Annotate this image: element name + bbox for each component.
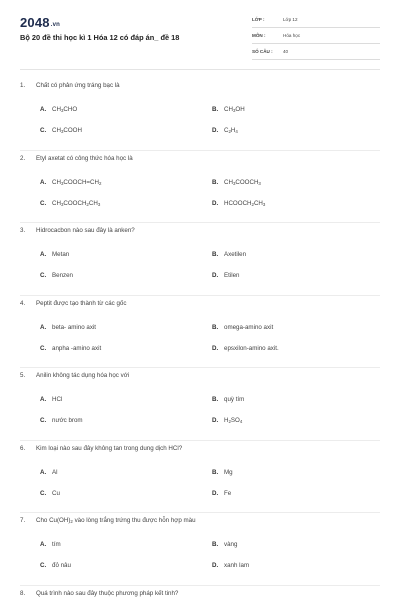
option-text: $HCOOCH_2CH_3$ [224, 199, 266, 207]
option-letter: A. [40, 323, 47, 331]
question-text [20, 227, 135, 234]
answer-option-d[interactable] [212, 490, 231, 497]
answer-option-d[interactable] [212, 272, 239, 279]
question-4 [0, 296, 400, 369]
meta-row-subject [252, 30, 380, 44]
question-number: 6. [20, 444, 26, 452]
question-8 [0, 586, 400, 616]
question-list [0, 78, 400, 616]
answer-option-a[interactable] [40, 324, 96, 331]
question-1 [0, 78, 400, 151]
meta-value: Lớp 12 [283, 17, 298, 22]
option-letter: D. [212, 199, 219, 207]
option-letter: B. [212, 323, 219, 331]
answer-option-c[interactable] [40, 200, 100, 207]
question-text [20, 445, 182, 452]
option-text: nước brom [52, 417, 83, 424]
option-text: Benzen [52, 272, 73, 279]
option-text: $CH_3COOCH_2CH_3$ [52, 199, 101, 207]
option-letter: D. [212, 127, 219, 134]
option-letter: B. [212, 396, 219, 403]
option-letter: C. [40, 127, 47, 134]
option-text: Cu [52, 489, 60, 497]
option-letter: A. [40, 396, 47, 403]
answer-option-c[interactable] [40, 345, 101, 352]
option-text: omega-amino axit [224, 323, 274, 331]
answer-option-a[interactable] [40, 179, 101, 186]
site-logo[interactable] [20, 15, 60, 30]
answer-option-a[interactable] [40, 251, 69, 258]
option-letter: D. [212, 272, 219, 279]
answer-option-a[interactable] [40, 541, 61, 548]
option-text: Al [52, 468, 58, 476]
meta-info [252, 14, 380, 62]
question-text [20, 300, 126, 307]
question-prompt: Kim loại nào sau đây không tan trong dung dịch HCl? [36, 444, 183, 452]
question-prompt: Hidrocacbon nào sau đây là anken? [36, 227, 135, 234]
option-text: beta- amino axit [52, 323, 97, 331]
answer-option-b[interactable] [212, 469, 233, 476]
option-letter: D. [212, 417, 219, 424]
question-number: 3. [20, 227, 26, 234]
option-text: Mg [224, 468, 233, 476]
option-text: Fe [224, 489, 232, 497]
answer-option-d[interactable] [212, 345, 279, 352]
option-text: $CH_3COOH$ [52, 127, 82, 134]
option-letter: A. [40, 178, 47, 186]
option-text: đỏ nâu [52, 562, 71, 569]
document-title: Bộ 20 đề thi học kì 1 Hóa 12 có đáp án_ đề 18 [20, 33, 180, 42]
answer-option-b[interactable] [212, 396, 244, 403]
question-text [20, 372, 129, 379]
option-text: $CH_3COOCH_3$ [224, 178, 261, 186]
option-text: $H_2SO_4$ [224, 417, 243, 424]
option-text: xanh lam [224, 562, 250, 569]
option-text: quỳ tím [224, 396, 245, 403]
option-letter: A. [40, 541, 47, 548]
answer-option-d[interactable] [212, 417, 242, 424]
option-text: $CH_3CHO$ [52, 106, 78, 113]
option-letter: B. [212, 541, 219, 548]
option-letter: C. [40, 417, 47, 424]
option-text: Metan [52, 251, 70, 258]
option-text: $C_2H_4$ [224, 127, 238, 134]
option-letter: C. [40, 272, 47, 279]
question-3 [0, 223, 400, 296]
header-divider [20, 69, 380, 70]
option-letter: D. [212, 344, 219, 352]
option-text: HCl [52, 396, 63, 403]
option-letter: A. [40, 106, 47, 113]
option-text: vàng [224, 541, 238, 548]
question-prompt: Anilin không tác dụng hóa học với [36, 372, 130, 379]
question-text [20, 517, 196, 524]
meta-row-class [252, 14, 380, 28]
option-text: anpha -amino axit [52, 344, 102, 352]
question-number: 2. [20, 154, 26, 162]
option-letter: B. [212, 178, 219, 186]
question-6 [0, 441, 400, 514]
answer-option-a[interactable] [40, 396, 62, 403]
meta-label: LỚP : [252, 17, 265, 22]
option-text: epsxilon-amino axit. [224, 344, 279, 352]
answer-option-b[interactable] [212, 324, 273, 331]
answer-option-b[interactable] [212, 251, 246, 258]
meta-label: SỐ CÂU : [252, 49, 273, 54]
answer-option-c[interactable] [40, 490, 60, 497]
question-number: 8. [20, 589, 26, 597]
option-text: $CH_3COOCH=CH_2$ [52, 178, 102, 186]
answer-option-d[interactable] [212, 200, 265, 207]
question-text [20, 590, 178, 597]
question-number: 7. [20, 517, 26, 524]
answer-option-b[interactable] [212, 179, 261, 186]
meta-value: Hóa học [283, 33, 301, 38]
answer-option-d[interactable] [212, 127, 238, 134]
logo-text: 2048 [20, 15, 50, 30]
answer-option-b[interactable] [212, 106, 245, 113]
question-prompt: Etyl axetat có công thức hóa học là [36, 154, 133, 162]
option-letter: D. [212, 489, 219, 497]
option-letter: A. [40, 251, 47, 258]
option-text: $CH_3OH$ [224, 106, 245, 113]
question-2 [0, 151, 400, 224]
meta-value: 40 [283, 49, 289, 54]
option-letter: A. [40, 468, 47, 476]
option-text: Axetilen [224, 251, 247, 258]
question-prompt: Chất có phản ứng tráng bạc là [36, 82, 120, 89]
page-header [0, 0, 400, 72]
logo-suffix: .vn [50, 22, 61, 28]
option-letter: B. [212, 251, 219, 258]
answer-option-c[interactable] [40, 562, 71, 569]
meta-row-count [252, 46, 380, 60]
option-letter: C. [40, 344, 47, 352]
question-prompt: Quá trình nào sau đây thuộc phương pháp kết tinh? [36, 589, 179, 597]
answer-option-d[interactable] [212, 562, 249, 569]
meta-label: MÔN : [252, 33, 266, 38]
question-prompt: Peptit được tạo thành từ các gốc [36, 299, 127, 307]
question-text [20, 155, 133, 162]
question-7 [0, 513, 400, 586]
answer-option-a[interactable] [40, 106, 77, 113]
question-prompt: Cho $Cu(OH)_2$ vào lòng trắng trứng thu được hỗn hợp màu [36, 517, 196, 524]
option-text: tím [52, 541, 61, 548]
question-number: 1. [20, 82, 26, 89]
option-letter: C. [40, 199, 47, 207]
option-letter: B. [212, 106, 219, 113]
option-letter: C. [40, 489, 47, 497]
answer-option-c[interactable] [40, 417, 83, 424]
answer-option-b[interactable] [212, 541, 237, 548]
answer-option-c[interactable] [40, 127, 82, 134]
option-text: Etilen [224, 272, 240, 279]
question-5 [0, 368, 400, 441]
option-letter: B. [212, 468, 219, 476]
answer-option-c[interactable] [40, 272, 73, 279]
option-letter: C. [40, 562, 47, 569]
question-number: 5. [20, 372, 26, 379]
question-text [20, 82, 120, 89]
option-letter: D. [212, 562, 219, 569]
answer-option-a[interactable] [40, 469, 58, 476]
question-number: 4. [20, 299, 26, 307]
